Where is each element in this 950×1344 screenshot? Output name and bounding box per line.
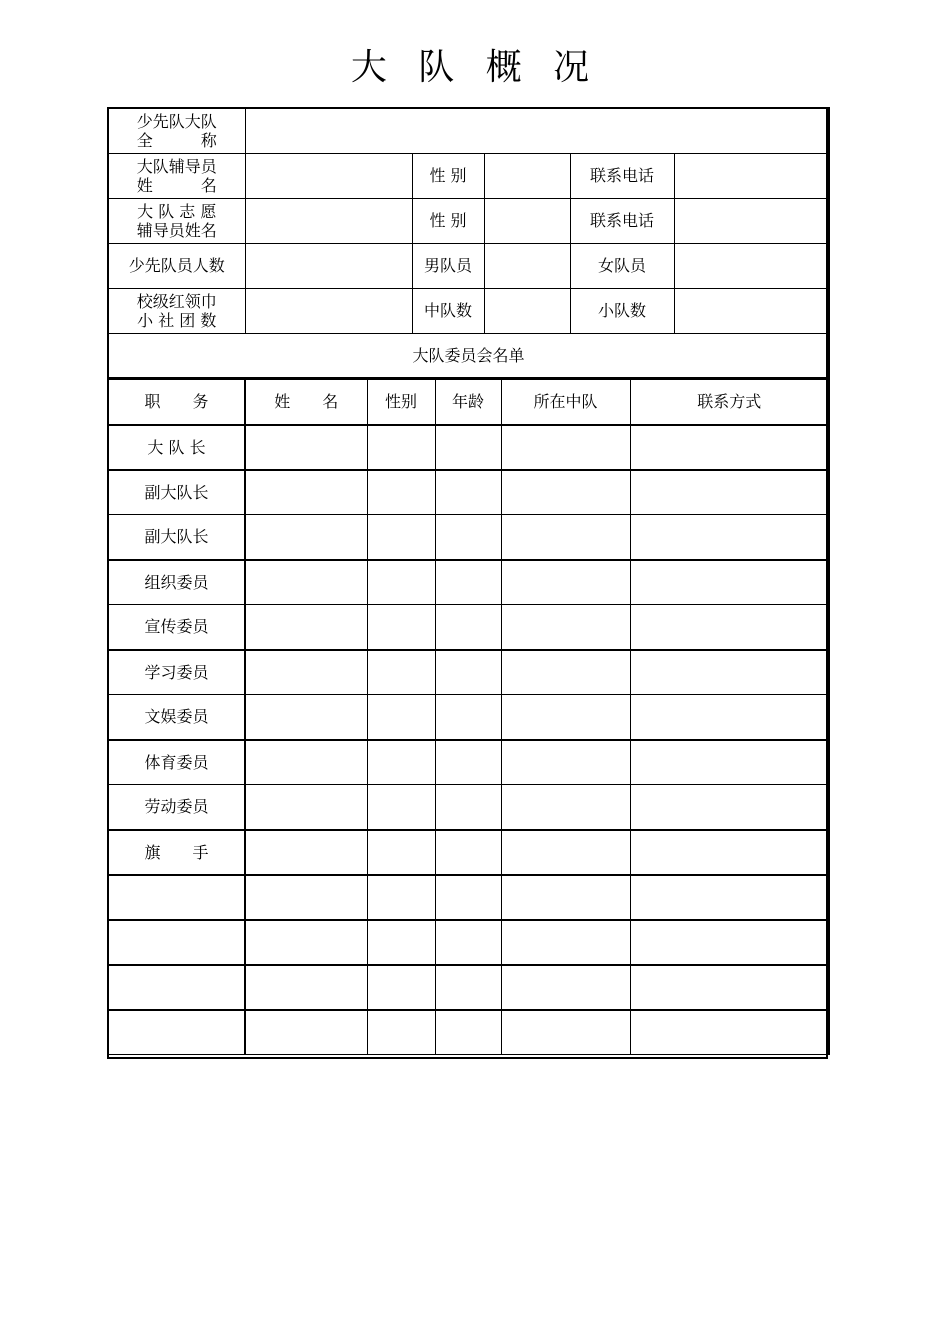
role-cell: 大 队 长 <box>108 425 245 470</box>
header-age: 年龄 <box>435 380 501 425</box>
volunteer-phone-label: 联系电话 <box>570 198 674 243</box>
member-count-label: 少先队员人数 <box>108 243 245 288</box>
header-role: 职 务 <box>108 380 245 425</box>
table-frame <box>107 107 828 1059</box>
header-squadron: 所在中队 <box>501 380 630 425</box>
header-name: 姓 名 <box>245 380 367 425</box>
header-gender: 性别 <box>367 380 435 425</box>
counselor-phone-label: 联系电话 <box>570 153 674 198</box>
full-name-label: 少先队大队 全 称 <box>108 108 245 153</box>
male-label: 男队员 <box>412 243 484 288</box>
female-label: 女队员 <box>570 243 674 288</box>
volunteer-gender-label: 性 别 <box>412 198 484 243</box>
team-count-label: 小队数 <box>570 288 674 333</box>
page-title: 大 队 概 况 <box>350 47 600 88</box>
role-cell: 副大队长 <box>108 470 245 515</box>
role-cell: 体育委员 <box>108 740 245 785</box>
role-cell: 组织委员 <box>108 560 245 605</box>
role-cell: 文娱委员 <box>108 695 245 740</box>
squadron-count-label: 中队数 <box>412 288 484 333</box>
role-cell: 宣传委员 <box>108 605 245 650</box>
role-cell: 劳动委员 <box>108 785 245 830</box>
role-cell: 副大队长 <box>108 515 245 560</box>
header-contact: 联系方式 <box>630 380 829 425</box>
volunteer-label: 大 队 志 愿 辅导员姓名 <box>108 198 245 243</box>
club-label: 校级红领巾 小 社 团 数 <box>108 288 245 333</box>
counselor-label: 大队辅导员 姓 名 <box>108 153 245 198</box>
counselor-gender-label: 性 别 <box>412 153 484 198</box>
role-cell: 学习委员 <box>108 650 245 695</box>
committee-title: 大队委员会名单 <box>108 333 829 378</box>
role-cell: 旗 手 <box>108 830 245 875</box>
